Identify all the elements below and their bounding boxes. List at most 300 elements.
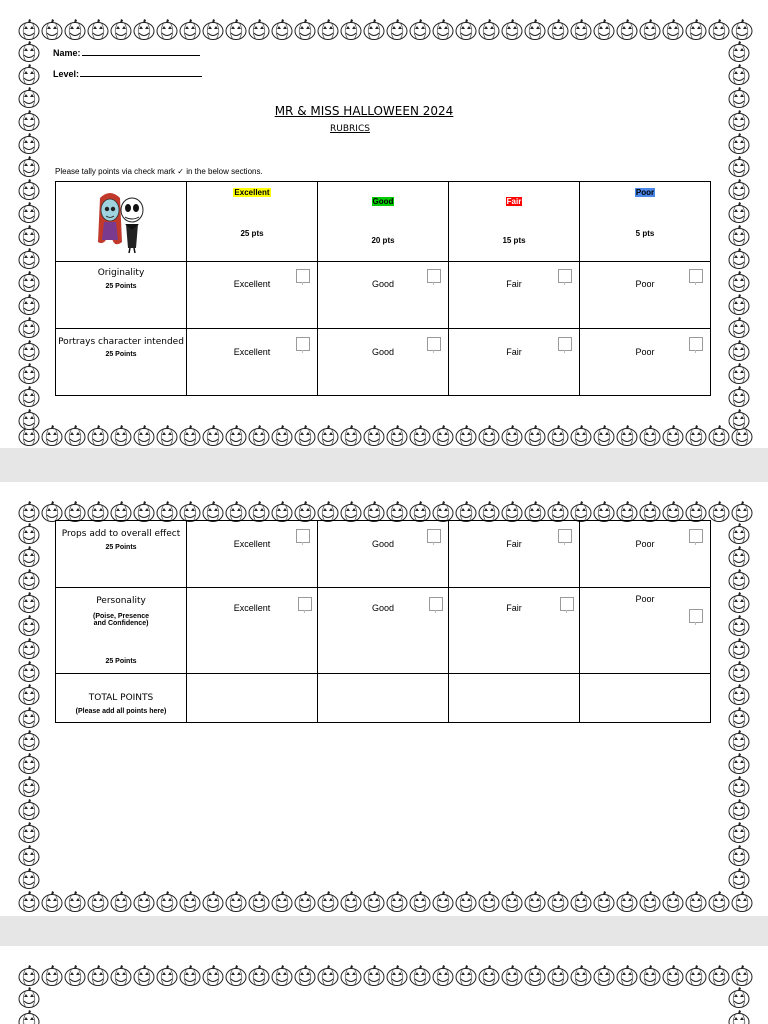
pumpkin-icon <box>203 891 223 912</box>
pumpkin-icon <box>19 271 39 292</box>
pumpkin-icon <box>364 425 384 446</box>
pumpkin-icon <box>180 891 200 912</box>
pumpkin-icon <box>729 569 749 590</box>
pumpkin-icon <box>502 891 522 912</box>
pumpkin-icon <box>157 501 177 522</box>
criterion-name: Portrays character intended <box>58 337 184 347</box>
criterion-points: 25 Points <box>105 351 137 358</box>
pumpkin-icon <box>456 965 476 986</box>
pumpkin-icon <box>19 592 39 613</box>
pumpkin-icon <box>729 822 749 843</box>
checkbox[interactable] <box>558 269 572 283</box>
pumpkin-icon <box>594 425 614 446</box>
pumpkin-icon <box>729 1010 749 1024</box>
pumpkin-icon <box>249 425 269 446</box>
score-label: Poor <box>635 347 655 357</box>
pumpkin-icon <box>502 501 522 522</box>
pumpkin-icon <box>180 19 200 40</box>
pumpkin-icon <box>479 965 499 986</box>
pumpkin-icon <box>617 891 637 912</box>
pumpkin-icon <box>226 965 246 986</box>
pumpkin-icon <box>295 19 315 40</box>
pumpkin-icon <box>42 19 62 40</box>
pumpkin-icon <box>729 363 749 384</box>
pumpkin-icon <box>663 425 683 446</box>
checkbox[interactable] <box>558 529 572 543</box>
level-header-fair <box>449 182 580 262</box>
pumpkin-icon <box>203 19 223 40</box>
pumpkin-icon <box>19 317 39 338</box>
pumpkin-icon <box>295 425 315 446</box>
page-subtitle: RUBRICS <box>330 124 370 134</box>
pumpkin-icon <box>732 501 752 522</box>
pumpkin-icon <box>272 965 292 986</box>
score-cell[interactable] <box>449 521 580 588</box>
level-header-poor <box>580 182 711 262</box>
pumpkin-icon <box>364 19 384 40</box>
pumpkin-icon <box>525 501 545 522</box>
pumpkin-icon <box>663 501 683 522</box>
pumpkin-icon <box>729 386 749 407</box>
checkbox[interactable] <box>558 337 572 351</box>
pumpkin-icon <box>571 965 591 986</box>
pumpkin-icon <box>19 41 39 62</box>
pumpkin-icon <box>249 501 269 522</box>
pumpkin-icon <box>729 638 749 659</box>
pumpkin-icon <box>111 19 131 40</box>
pumpkin-icon <box>729 661 749 682</box>
pumpkin-icon <box>571 891 591 912</box>
pumpkin-icon <box>111 425 131 446</box>
page-3 <box>0 946 768 1024</box>
pumpkin-icon <box>709 965 729 986</box>
pumpkin-icon <box>729 317 749 338</box>
pumpkin-icon <box>729 776 749 797</box>
pumpkin-icon <box>180 425 200 446</box>
pumpkin-icon <box>42 425 62 446</box>
total-entry-cell[interactable] <box>580 674 711 723</box>
pumpkin-icon <box>134 501 154 522</box>
pumpkin-icon <box>640 965 660 986</box>
pumpkin-icon <box>525 965 545 986</box>
pumpkin-icon <box>729 110 749 131</box>
pumpkin-icon <box>548 501 568 522</box>
score-label: Fair <box>506 347 522 357</box>
score-label: Good <box>371 603 395 613</box>
pumpkin-icon <box>318 501 338 522</box>
pumpkin-icon <box>19 987 39 1008</box>
score-label: Poor <box>635 279 655 289</box>
score-cell[interactable] <box>187 329 318 396</box>
total-label-cell <box>56 674 187 723</box>
pumpkin-icon <box>341 425 361 446</box>
pumpkin-icon <box>272 891 292 912</box>
pumpkin-icon <box>19 546 39 567</box>
pumpkin-icon <box>65 891 85 912</box>
pumpkin-icon <box>479 425 499 446</box>
pumpkin-icon <box>19 202 39 223</box>
score-label: Poor <box>635 539 655 549</box>
rubric-table-bottom <box>55 520 711 723</box>
pumpkin-icon <box>19 569 39 590</box>
checkbox[interactable] <box>560 597 574 611</box>
pumpkin-icon <box>433 891 453 912</box>
page-1 <box>0 0 768 448</box>
pumpkin-icon <box>594 19 614 40</box>
pumpkin-icon <box>729 41 749 62</box>
score-cell[interactable] <box>580 521 711 588</box>
score-label: Fair <box>506 279 522 289</box>
pumpkin-icon <box>433 19 453 40</box>
pumpkin-icon <box>387 19 407 40</box>
checkbox[interactable] <box>296 529 310 543</box>
pumpkin-icon <box>686 965 706 986</box>
pumpkin-icon <box>433 965 453 986</box>
pumpkin-icon <box>571 501 591 522</box>
total-row <box>56 674 711 723</box>
checkbox[interactable] <box>427 337 441 351</box>
criterion-cell <box>56 262 187 329</box>
pumpkin-icon <box>410 425 430 446</box>
pumpkin-icon <box>19 799 39 820</box>
pumpkin-icon <box>19 707 39 728</box>
level-header-excellent <box>187 182 318 262</box>
checkbox[interactable] <box>296 337 310 351</box>
checkbox[interactable] <box>427 269 441 283</box>
name-label: Name: <box>53 48 81 58</box>
pumpkin-icon <box>19 868 39 889</box>
pumpkin-icon <box>729 248 749 269</box>
criterion-name: Personality <box>96 596 146 606</box>
pumpkin-icon <box>134 965 154 986</box>
pumpkin-icon <box>318 965 338 986</box>
pumpkin-icon <box>364 891 384 912</box>
pumpkin-icon <box>410 501 430 522</box>
pumpkin-icon <box>525 425 545 446</box>
pumpkin-icon <box>157 891 177 912</box>
pumpkin-icon <box>729 156 749 177</box>
pumpkin-icon <box>157 425 177 446</box>
pumpkin-icon <box>502 19 522 40</box>
pumpkin-icon <box>19 776 39 797</box>
pumpkin-icon <box>456 501 476 522</box>
score-cell[interactable] <box>318 329 449 396</box>
pumpkin-icon <box>19 638 39 659</box>
level-points: 20 pts <box>371 236 395 245</box>
rubric-table-top <box>55 181 711 396</box>
pumpkin-icon <box>594 965 614 986</box>
pumpkin-icon <box>19 523 39 544</box>
score-cell[interactable] <box>318 262 449 329</box>
pumpkin-icon <box>157 965 177 986</box>
pumpkin-icon <box>686 501 706 522</box>
pumpkin-icon <box>249 19 269 40</box>
pumpkin-icon <box>226 19 246 40</box>
page-gap <box>0 916 768 946</box>
pumpkin-icon <box>88 965 108 986</box>
pumpkin-icon <box>729 133 749 154</box>
pumpkin-icon <box>19 891 39 912</box>
pumpkin-icon <box>19 386 39 407</box>
pumpkin-icon <box>19 409 39 430</box>
total-entry-cell[interactable] <box>449 674 580 723</box>
pumpkin-icon <box>180 501 200 522</box>
pumpkin-icon <box>456 891 476 912</box>
pumpkin-icon <box>729 202 749 223</box>
pumpkin-icon <box>19 615 39 636</box>
level-label: Fair <box>506 197 522 206</box>
criterion-row-personality <box>56 588 711 674</box>
score-label: Good <box>371 347 395 357</box>
checkbox[interactable] <box>689 609 703 623</box>
pumpkin-icon <box>479 891 499 912</box>
pumpkin-icon <box>19 156 39 177</box>
pumpkin-icon <box>19 294 39 315</box>
level-points: 15 pts <box>502 236 526 245</box>
pumpkin-icon <box>617 425 637 446</box>
pumpkin-icon <box>88 425 108 446</box>
pumpkin-icon <box>617 19 637 40</box>
pumpkin-icon <box>19 845 39 866</box>
pumpkin-icon <box>729 225 749 246</box>
total-entry-cell[interactable] <box>187 674 318 723</box>
pumpkin-icon <box>19 425 39 446</box>
pumpkin-icon <box>709 425 729 446</box>
pumpkin-icon <box>729 409 749 430</box>
pumpkin-icon <box>19 822 39 843</box>
pumpkin-icon <box>686 19 706 40</box>
criterion-name: Props add to overall effect <box>61 529 181 539</box>
pumpkin-icon <box>272 425 292 446</box>
pumpkin-icon <box>19 661 39 682</box>
pumpkin-icon <box>203 425 223 446</box>
checkbox[interactable] <box>427 529 441 543</box>
score-label: Fair <box>506 603 522 613</box>
pumpkin-icon <box>272 19 292 40</box>
pumpkin-icon <box>732 891 752 912</box>
level-label: Good <box>372 197 394 206</box>
checkbox[interactable] <box>689 529 703 543</box>
pumpkin-icon <box>729 987 749 1008</box>
pumpkin-icon <box>640 425 660 446</box>
pumpkin-icon <box>729 271 749 292</box>
level-points: 25 pts <box>240 229 264 238</box>
pumpkin-icon <box>732 19 752 40</box>
pumpkin-icon <box>502 965 522 986</box>
pumpkin-icon <box>364 501 384 522</box>
pumpkin-icon <box>111 891 131 912</box>
pumpkin-icon <box>249 965 269 986</box>
pumpkin-icon <box>272 501 292 522</box>
pumpkin-icon <box>410 891 430 912</box>
pumpkin-icon <box>134 891 154 912</box>
pumpkin-icon <box>19 248 39 269</box>
score-cell[interactable] <box>449 329 580 396</box>
score-cell[interactable] <box>187 262 318 329</box>
pumpkin-icon <box>249 891 269 912</box>
pumpkin-icon <box>479 501 499 522</box>
criterion-cell <box>56 588 187 674</box>
pumpkin-icon <box>729 845 749 866</box>
pumpkin-icon <box>594 891 614 912</box>
pumpkin-icon <box>456 425 476 446</box>
pumpkin-icon <box>709 19 729 40</box>
pumpkin-icon <box>729 523 749 544</box>
pumpkin-icon <box>502 425 522 446</box>
checkbox[interactable] <box>298 597 312 611</box>
pumpkin-icon <box>295 965 315 986</box>
checkbox[interactable] <box>429 597 443 611</box>
score-cell[interactable] <box>187 521 318 588</box>
pumpkin-icon <box>65 19 85 40</box>
score-label: Excellent <box>233 347 271 357</box>
character-image-cell <box>56 182 187 262</box>
pumpkin-icon <box>364 965 384 986</box>
pumpkin-icon <box>19 179 39 200</box>
pumpkin-icon <box>318 891 338 912</box>
total-note: (Please add all points here) <box>75 708 167 715</box>
page-2 <box>0 482 768 916</box>
score-cell[interactable] <box>449 588 580 674</box>
pumpkin-icon <box>65 965 85 986</box>
pumpkin-icon <box>686 425 706 446</box>
score-cell[interactable] <box>187 588 318 674</box>
pumpkin-icon <box>525 891 545 912</box>
pumpkin-icon <box>729 294 749 315</box>
pumpkin-icon <box>42 891 62 912</box>
criterion-points: 25 Points <box>105 544 137 551</box>
pumpkin-icon <box>19 753 39 774</box>
sally-and-jack-icon <box>92 190 152 254</box>
pumpkin-icon <box>42 501 62 522</box>
pumpkin-icon <box>732 965 752 986</box>
page-gap <box>0 448 768 482</box>
pumpkin-icon <box>19 340 39 361</box>
pumpkin-icon <box>640 19 660 40</box>
criterion-detail: (Poise, Presence and Confidence) <box>92 613 150 627</box>
pumpkin-icon <box>19 1010 39 1024</box>
pumpkin-icon <box>203 501 223 522</box>
header-row <box>56 182 711 262</box>
pumpkin-icon <box>663 891 683 912</box>
criterion-points: 25 Points <box>105 658 137 665</box>
checkbox[interactable] <box>689 337 703 351</box>
pumpkin-icon <box>433 425 453 446</box>
pumpkin-icon <box>65 425 85 446</box>
name-field[interactable] <box>53 46 200 58</box>
pumpkin-icon <box>571 19 591 40</box>
pumpkin-icon <box>19 225 39 246</box>
pumpkin-icon <box>318 425 338 446</box>
pumpkin-icon <box>19 684 39 705</box>
level-header-good <box>318 182 449 262</box>
pumpkin-icon <box>729 707 749 728</box>
pumpkin-icon <box>548 965 568 986</box>
checkbox[interactable] <box>689 269 703 283</box>
pumpkin-icon <box>88 891 108 912</box>
pumpkin-icon <box>42 965 62 986</box>
criterion-row-props <box>56 521 711 588</box>
pumpkin-icon <box>729 730 749 751</box>
pumpkin-icon <box>410 965 430 986</box>
pumpkin-icon <box>19 19 39 40</box>
pumpkin-icon <box>157 19 177 40</box>
pumpkin-icon <box>729 592 749 613</box>
score-cell[interactable] <box>580 262 711 329</box>
pumpkin-icon <box>19 64 39 85</box>
pumpkin-icon <box>88 19 108 40</box>
pumpkin-border-icon <box>0 946 768 1024</box>
pumpkin-icon <box>640 891 660 912</box>
criterion-name: Originality <box>97 268 145 278</box>
criterion-points: 25 Points <box>105 283 137 290</box>
level-field[interactable] <box>53 67 202 79</box>
pumpkin-icon <box>479 19 499 40</box>
instructions-text: Please tally points via check mark ✓ in the below sections. <box>55 167 263 176</box>
score-label: Excellent <box>233 539 271 549</box>
pumpkin-icon <box>729 179 749 200</box>
pumpkin-icon <box>729 64 749 85</box>
pumpkin-icon <box>729 868 749 889</box>
pumpkin-icon <box>709 501 729 522</box>
pumpkin-icon <box>226 891 246 912</box>
pumpkin-icon <box>88 501 108 522</box>
pumpkin-icon <box>594 501 614 522</box>
pumpkin-icon <box>226 425 246 446</box>
pumpkin-icon <box>387 501 407 522</box>
pumpkin-icon <box>19 730 39 751</box>
pumpkin-icon <box>387 965 407 986</box>
pumpkin-icon <box>548 891 568 912</box>
pumpkin-icon <box>341 891 361 912</box>
level-label: Excellent <box>234 188 270 197</box>
pumpkin-icon <box>295 891 315 912</box>
pumpkin-icon <box>19 133 39 154</box>
score-cell[interactable] <box>318 521 449 588</box>
pumpkin-icon <box>134 19 154 40</box>
pumpkin-icon <box>226 501 246 522</box>
pumpkin-icon <box>456 19 476 40</box>
score-cell[interactable] <box>318 588 449 674</box>
checkbox[interactable] <box>296 269 310 283</box>
criterion-row-originality <box>56 262 711 329</box>
pumpkin-icon <box>295 501 315 522</box>
pumpkin-icon <box>729 546 749 567</box>
pumpkin-icon <box>709 891 729 912</box>
level-label: Level: <box>53 69 80 79</box>
pumpkin-icon <box>180 965 200 986</box>
level-points: 5 pts <box>635 229 655 238</box>
pumpkin-icon <box>548 19 568 40</box>
pumpkin-icon <box>387 425 407 446</box>
pumpkin-icon <box>729 87 749 108</box>
pumpkin-icon <box>19 965 39 986</box>
score-label: Poor <box>635 594 655 604</box>
pumpkin-icon <box>111 965 131 986</box>
total-entry-cell[interactable] <box>318 674 449 723</box>
pumpkin-icon <box>341 19 361 40</box>
criterion-cell <box>56 329 187 396</box>
score-cell[interactable] <box>580 329 711 396</box>
score-label: Excellent <box>233 603 271 613</box>
score-cell[interactable] <box>449 262 580 329</box>
pumpkin-icon <box>571 425 591 446</box>
criterion-row-portrays-character <box>56 329 711 396</box>
pumpkin-icon <box>548 425 568 446</box>
pumpkin-icon <box>318 19 338 40</box>
pumpkin-icon <box>525 19 545 40</box>
score-cell[interactable] <box>580 588 711 674</box>
